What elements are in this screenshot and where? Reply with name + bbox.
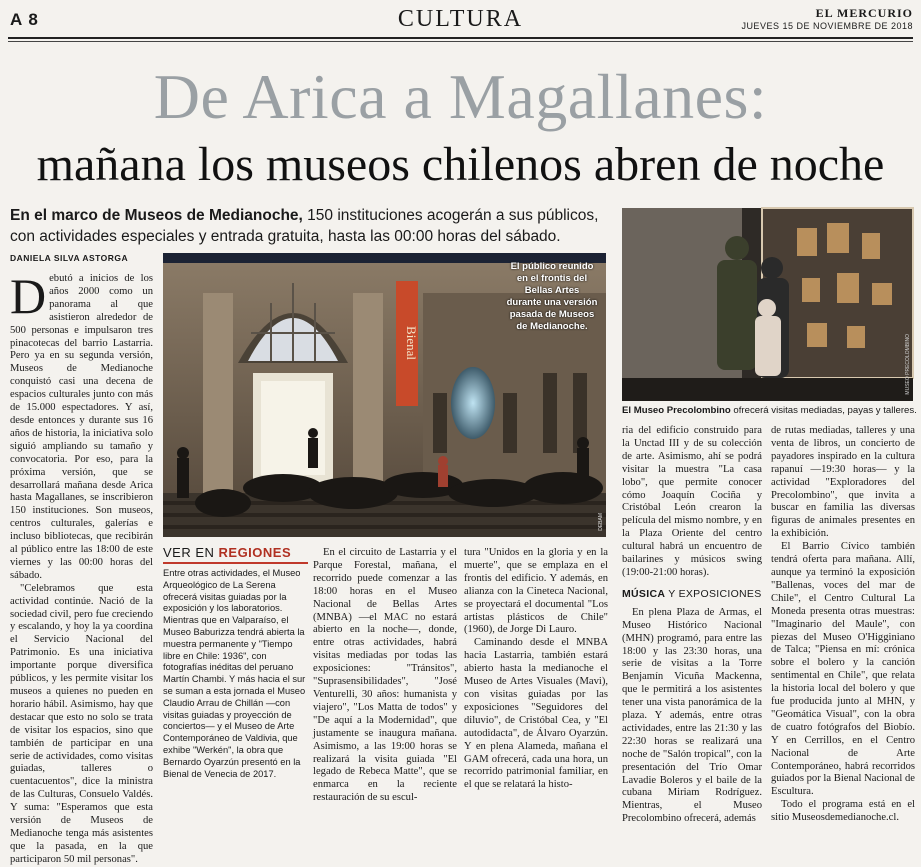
sidebar-regiones (163, 545, 308, 779)
article-column-1 (10, 268, 153, 865)
header-rule-thin (8, 41, 913, 42)
paragraph (10, 268, 153, 583)
paragraph: tura "Unidos en la gloria y en la muerte", que se emplaza en el frontis del edificio. Y además, en alianza con la Cineteca Nacional, se proyectará el documental "Los artistas plásticos de Chile" (1960), de Jorge Di Lauro. (464, 547, 608, 636)
paragraph-text: ebutó a inicios de los años 2000 como un panorama al que asistieron alrededor de 500 personas e impulsaron tres pinacotecas del barrio Lastarria. Pero ya en su segunda versión, Museos de Medianoche conquistó casi una decena de espacios culturales junto con más de 15.000 espectadores. Y así, desde entonces y durante sus 16 años de historia, la iniciativa solo siguió ampliando su tamaño y convocatoria. Por eso, para la próxima versión, que se desarrollará mañana desde Arica hasta Magallanes, se inscribieron 150 instituciones. Son museos, centros culturales, galerías e incluso bibliotecas, que recibirán al público entre las 18:00 de este viernes y las 00:00 horas del sábado. (10, 273, 153, 581)
photo-precolombino (622, 208, 913, 401)
byline: DANIELA SILVA ASTORGA (10, 253, 129, 263)
subheading-bold: MÚSICA (622, 587, 666, 600)
headline-line-2: mañana los museos chilenos abren de noche (36, 138, 885, 191)
page-number: A 8 (10, 10, 39, 29)
paragraph: El Barrio Cívico también tendrá oferta para mañana. Allí, aunque ya terminó la exposición "Ballenas, voces del mar de Chile", el Centro Cultural La Moneda presenta otras muestras: "Imaginario del Maule", con piezas del Museo O'Higginiano de Talca; "Piensa en mí: crónica sobre el bolero y la canción sentimental en Chile", que relata la historia local del bolero y que fue producida junto al MHN, y "Geomática Visual", con la obra de cuatro fotógrafos del Biobío. Y en Cerrillos, en el Centro Nacional de Arte Contemporáneo, habrá recorridos guiados por la Bienal Nacional de Escultura. (771, 541, 915, 798)
sidebar-title (163, 545, 308, 564)
caption-rest: ofrecerá visitas mediadas, payas y talleres. (730, 405, 917, 416)
paragraph: Todo el programa está en el sitio Museosdemedianoche.cl. (771, 799, 915, 824)
photo-bellas-artes (163, 253, 606, 537)
newspaper-brand: EL MERCURIO (815, 6, 913, 20)
paragraph: En plena Plaza de Armas, el Museo Histórico Nacional (MHN) programó, para entre las 18:00 y las 23:30 horas, una serie de visitas a la Torre Benjamín Vicuña Mackenna, que le permitirá a los asistentes tener una vista panorámica de la plaza. Y además, entre otras actividades, entre las 21:30 y las 22:30 horas se realizará una noche de "Salón tropical", con la presentación del Trío Omar Lavadie Boleros y el baile de la cubana Miriam Rodríguez. Mientras, el Museo Precolombino ofrecerá, además (622, 606, 762, 825)
sidebar-title-highlight: REGIONES (218, 545, 292, 560)
photo-caption: El público reunido en el frontis del Bellas Artes durante una versión pasada de Museos de Medianoche. (506, 261, 598, 332)
subheading-rest: Y EXPOSICIONES (665, 587, 762, 600)
article-column-4 (464, 547, 608, 792)
sidebar-title-prefix: VER EN (163, 545, 219, 560)
paragraph: En el circuito de Lastarria y el Parque Forestal, mañana, el recorrido puede comenzar a las 18:00 horas en el Museo Nacional de Bellas Artes (MNBA) —el MAC no estará abierto en la noche—, donde, entre otras actividades, habrá visitas mediadas por todas las exposiciones: "Tránsitos", "Suprasensibilidades", "José Venturelli, 30 años: humanista y viajero", "Los Matta de todos" y "De aquí a la Modernidad", que justamente se inaugura mañana. Asimismo, a las 19:00 horas se realizará la visita guiada "El legado de Rebeca Matte", que se enmarca en la reciente restauración de su escul- (313, 547, 457, 804)
header-rule (8, 37, 913, 39)
article-column-6 (771, 425, 915, 825)
issue-date: JUEVES 15 DE NOVIEMBRE DE 2018 (741, 21, 913, 31)
paragraph: "Celebramos que esta actividad continúe. Nació de la sociedad civil, pero fue creciendo y escalando, y hoy la ya coordina el Servicio Nacional del Patrimonio. Es una iniciativa importante porque diversifica públicos, y les permite visitar los museos a quienes no pueden en horario hábil. Asimismo, hay que destacar que esto no solo se trata de visitar los espacios, sino que también de participar en una serie de actividades, como visitas guiadas, talleres o cuentacuentos", dice la ministra de las Culturas, Consuelo Valdés. Y suma: "Esperamos que esta versión de Museos de Medianoche tenga más asistentes que la pasada, en la que participaron 50 mil personas". (10, 582, 153, 865)
paragraph: de rutas mediadas, talleres y una venta de libros, un concierto de payadores inspirado en la cultura rapanuí —19:30 horas— y la actividad "Exploradores del Precolombino", que invita a buscar en familia las diversas figuras de animales presentes en la exhibición. (771, 425, 915, 540)
photo-caption (622, 405, 917, 416)
caption-lead: El Museo Precolombino (622, 405, 731, 416)
photo-credit: MUSEO PRECOLOMBINO (905, 334, 911, 395)
paragraph: Caminando desde el MNBA hacia Lastarria, también estará abierto hasta la medianoche el Museo de Artes Visuales (Mavi), con visitas guiadas por las exposiciones "Seguidores del diluvio", de Cristóbal Cea, y "El autodidacta", de Álvaro Oyarzún. Y en plena Alameda, mañana el GAM ofrecerá, cada una hora, un recorrido patrimonial familiar, en el que se relatará la histo- (464, 637, 608, 791)
article-column-3 (313, 547, 457, 805)
section-title: CULTURA (397, 6, 524, 32)
sidebar-body: Entre otras actividades, el Museo Arqueológico de La Serena ofrecerá visitas guiadas por la exposición y los laboratorios. Mientras que en Valparaíso, el Museo Baburizza tendrá abierta la muestra permanente y "Tiempo libre en Chile: 1936", con fotografías inéditas del peruano Martín Chambi. Y más hacia el sur se suman a esta jornada el Museo Claudio Arrau de Chillán —con visitas guiadas y proyección de conciertos— y el Museo de Arte Contemporáneo de Valdivia, que exhibe "Werkén", la obra que Bernardo Oyarzún presentó en la Bienal de Venecia de 2017. (163, 568, 306, 779)
article-column-5 (622, 425, 762, 826)
deck-lead: En el marco de Museos de Medianoche, (10, 207, 303, 224)
deck-rest: 150 instituciones acogerán a sus públicos, con actividades especiales y entrada gratuita, hasta las 00:00 horas del sábado. (10, 207, 599, 245)
dropcap: D (10, 268, 47, 324)
museum-visitors-illustration (622, 208, 913, 401)
photo-credit: DEBAM (598, 513, 604, 531)
subheading (622, 588, 762, 601)
article-deck (10, 205, 610, 247)
headline-line-1: De Arica a Magallanes: (153, 61, 768, 132)
banner-label: Bienal (404, 326, 419, 360)
paragraph: ria del edificio construido para la Unctad III y de su colección de arte. Asimismo, ahí se podrá visitar la muestra "La casa lobo", que permite conocer cómo Joaquín Cociña y Cristóbal León crearon la película del mismo nombre, y en la Plaza Oriente del centro cultural habrá un encuentro de bailarines y músicos swing (19:00-21:00 horas). (622, 425, 762, 578)
